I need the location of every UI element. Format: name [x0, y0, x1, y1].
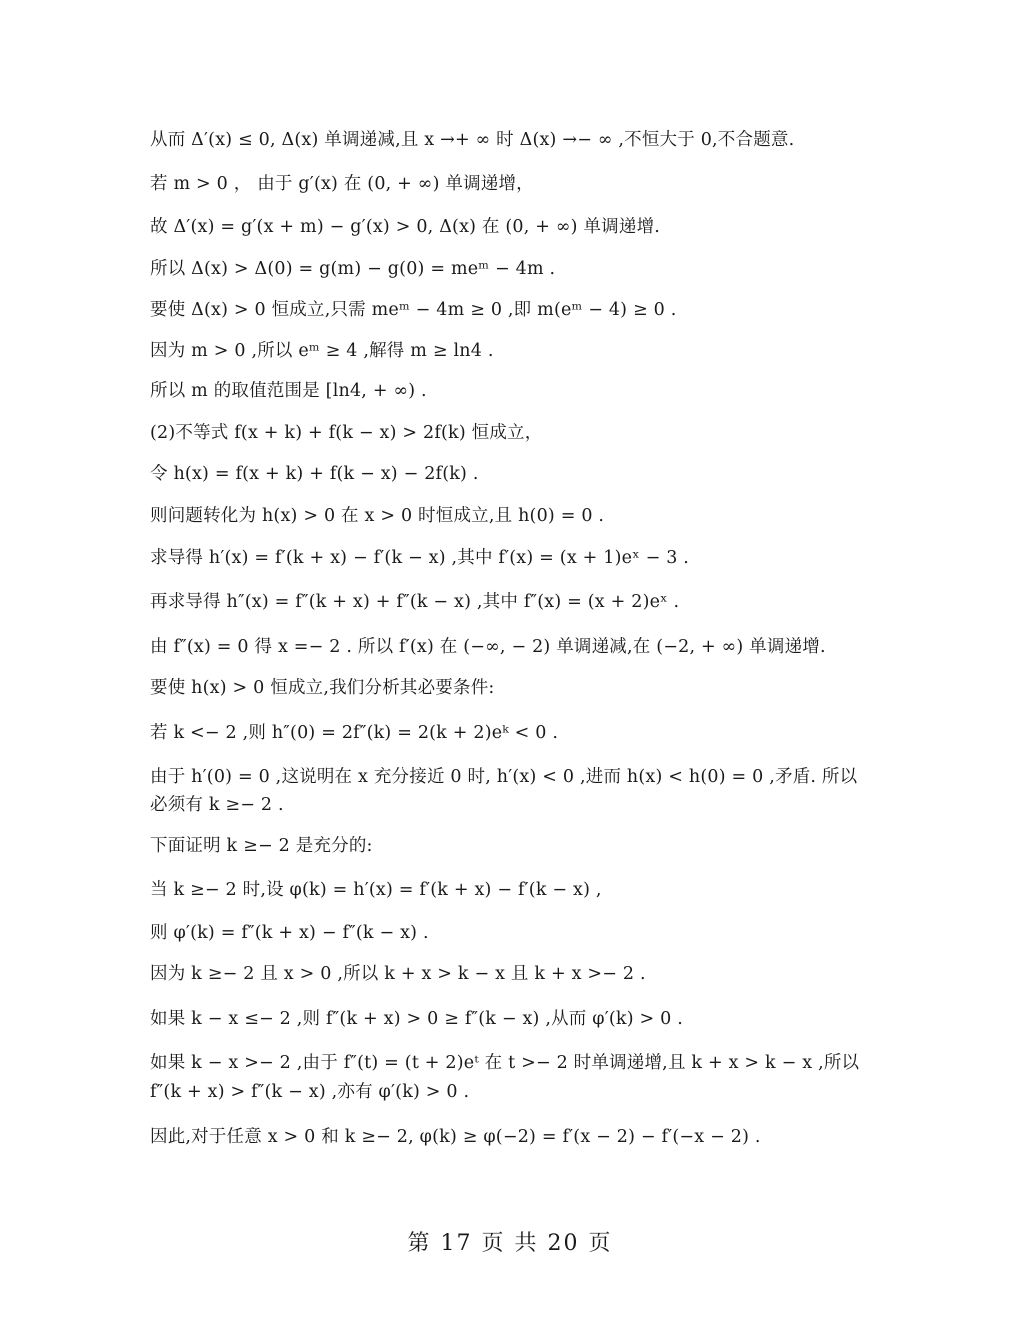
text-line: 要使 Δ(x) > 0 恒成立,只需 meᵐ − 4m ≥ 0 ,即 m(eᵐ − 4) ≥ 0 .	[150, 300, 677, 320]
text-line: f″(k + x) > f″(k − x) ,亦有 φ′(k) > 0 .	[150, 1082, 470, 1102]
page-number-footer: 第 17 页 共 20 页	[407, 1231, 613, 1256]
text-line: 由于 h′(0) = 0 ,这说明在 x 充分接近 0 时, h′(x) < 0 ,进而 h(x) < h(0) = 0 ,矛盾. 所以	[150, 767, 858, 787]
text-line: 所以 m 的取值范围是 [ln4, + ∞) .	[150, 381, 427, 401]
text-line: 则问题转化为 h(x) > 0 在 x > 0 时恒成立,且 h(0) = 0 .	[150, 506, 605, 526]
text-line: 若 k <− 2 ,则 h″(0) = 2f″(k) = 2(k + 2)eᵏ < 0 .	[150, 723, 559, 743]
text-line: 下面证明 k ≥− 2 是充分的:	[150, 836, 373, 856]
text-line: 再求导得 h″(x) = f″(k + x) + f″(k − x) ,其中 f″(x) = (x + 2)eˣ .	[150, 592, 680, 612]
text-line: 从而 Δ′(x) ≤ 0, Δ(x) 单调递减,且 x →+ ∞ 时 Δ(x) →− ∞ ,不恒大于 0,不合题意.	[150, 130, 795, 150]
text-line: 令 h(x) = f(x + k) + f(k − x) − 2f(k) .	[150, 464, 479, 484]
text-line: 如果 k − x ≤− 2 ,则 f″(k + x) > 0 ≥ f″(k − x) ,从而 φ′(k) > 0 .	[150, 1009, 683, 1029]
text-line: 要使 h(x) > 0 恒成立,我们分析其必要条件:	[150, 678, 495, 698]
text-line: (2)不等式 f(x + k) + f(k − x) > 2f(k) 恒成立，	[150, 423, 543, 443]
text-line: 当 k ≥− 2 时,设 φ(k) = h′(x) = f′(k + x) − f′(k − x) ,	[150, 880, 602, 900]
text-line: 由 f″(x) = 0 得 x =− 2 . 所以 f′(x) 在 (−∞, − 2) 单调递减,在 (−2, + ∞) 单调递增.	[150, 637, 826, 657]
text-line: 因此,对于任意 x > 0 和 k ≥− 2, φ(k) ≥ φ(−2) = f′(x − 2) − f′(−x − 2) .	[150, 1127, 761, 1147]
text-line: 求导得 h′(x) = f′(k + x) − f′(k − x) ,其中 f′(x) = (x + 1)eˣ − 3 .	[150, 548, 690, 568]
text-line: 所以 Δ(x) > Δ(0) = g(m) − g(0) = meᵐ − 4m .	[150, 259, 556, 279]
text-line: 如果 k − x >− 2 ,由于 f″(t) = (t + 2)eᵗ 在 t >− 2 时单调递增,且 k + x > k − x ,所以	[150, 1053, 860, 1073]
text-line: 则 φ′(k) = f″(k + x) − f″(k − x) .	[150, 923, 429, 943]
text-line: 因为 m > 0 ,所以 eᵐ ≥ 4 ,解得 m ≥ ln4 .	[150, 341, 494, 361]
text-line: 必须有 k ≥− 2 .	[150, 795, 284, 815]
text-line: 若 m > 0 ， 由于 g′(x) 在 (0, + ∞) 单调递增，	[150, 174, 534, 194]
text-line: 因为 k ≥− 2 且 x > 0 ,所以 k + x > k − x 且 k + x >− 2 .	[150, 964, 646, 984]
text-line: 故 Δ′(x) = g′(x + m) − g′(x) > 0, Δ(x) 在 (0, + ∞) 单调递增.	[150, 217, 661, 237]
